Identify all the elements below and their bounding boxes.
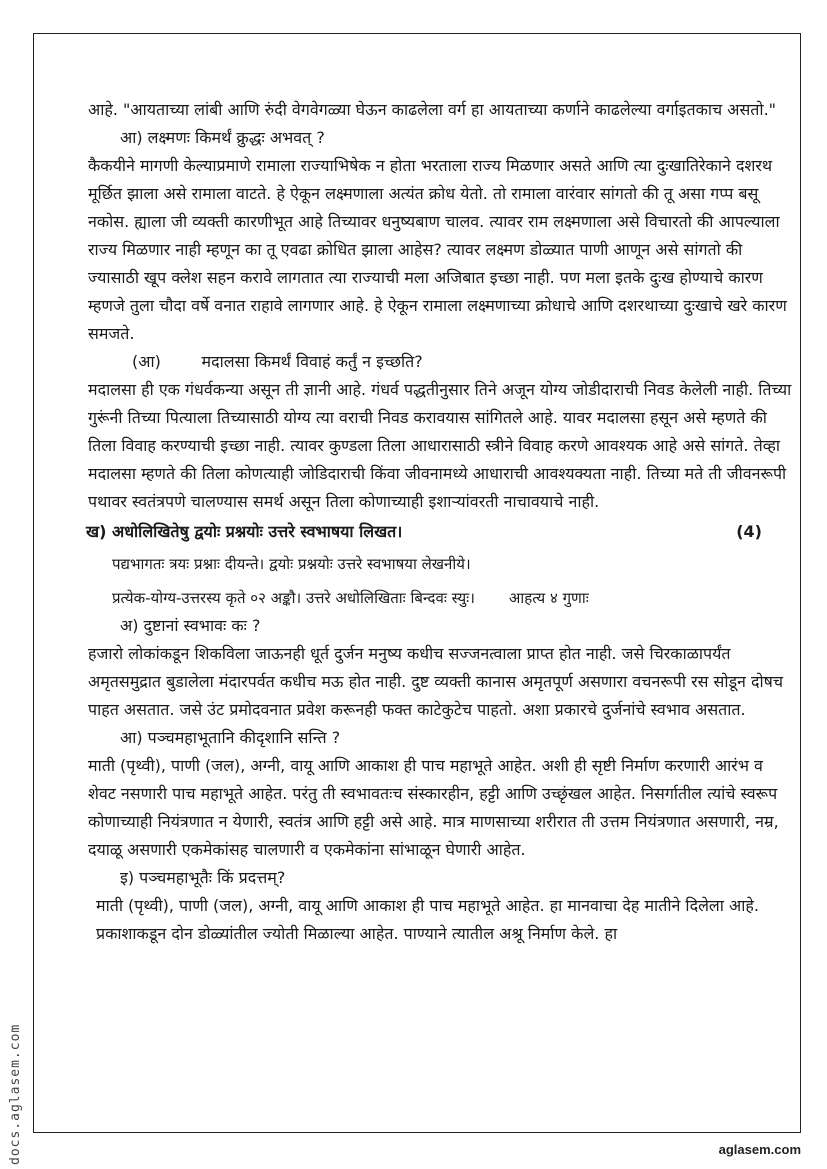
document-body bbox=[88, 96, 794, 948]
question-label bbox=[88, 348, 794, 376]
answer-paragraph: माती (पृथ्वी), पाणी (जल), अग्नी, वायू आणि आकाश ही पाच महाभूते आहेत. हा मानवाचा देह मातीने दिलेला आहे. प्रकाशाकडून दोन डोळ्यांतील ज्योती मिळाल्या आहेत. पाण्याने त्यातील अश्रू निर्माण केले. हा bbox=[96, 896, 759, 943]
question-text: अ) दुष्टानां स्वभावः कः ? bbox=[120, 616, 261, 635]
instruction-text: प्रत्येक-योग्य-उत्तरस्य कृते ०२ अङ्कौ। उत्तरे अधोलिखिताः बिन्दवः स्युः। bbox=[112, 589, 475, 607]
question-text: इ) पञ्चमहाभूतैः किं प्रदत्तम्? bbox=[120, 868, 286, 887]
footer-brand: aglasem.com bbox=[718, 1142, 801, 1157]
question-label bbox=[88, 124, 794, 152]
question-number: (आ) bbox=[132, 352, 161, 371]
answer-paragraph: कैकयीने मागणी केल्याप्रमाणे रामाला राज्याभिषेक न होता भरताला राज्य मिळणार असते आणि त्या दुःखातिरेकाने दशरथ मूर्छित झाला असे रामाला वाटते. हे ऐकून लक्ष्मणाला अत्यंत क्रोध येतो. तो रामाला वारंवार सांगतो की तू असा गप्प बसू नकोस. ह्याला जी व्यक्ती कारणीभूत आहे तिच्यावर धनुष्यबाण चालव. त्यावर राम लक्ष्मणाला असे विचारतो की आपल्याला राज्य मिळणार नाही म्हणून का तू एवढा क्रोधित झाला आहेस? त्यावर लक्ष्मण डोळ्यात पाणी आणून असे सांगतो की ज्यासाठी खूप क्लेश सहन करावे लागतात त्या राज्याची मला अजिबात इच्छा नाही. पण मला इतके दुःख होण्याचे कारण म्हणजे तुला चौदा वर्षे वनात राहावे लागणार आहे. हे ऐकून रामाला लक्ष्मणाच्या क्रोधाचे आणि दशरथाच्या दुःखाचे खरे कारण समजते. bbox=[88, 156, 787, 343]
question-text: मदालसा किमर्थं विवाहं कर्तुं न इच्छति? bbox=[201, 352, 423, 371]
instruction-line: पद्यभागतः त्रयः प्रश्नाः दीयन्ते। द्वयोः प्रश्नयोः उत्तरे स्वभाषया लेखनीये। bbox=[112, 555, 471, 573]
question-text: आ) लक्ष्मणः किमर्थं क्रुद्धः अभवत् ? bbox=[120, 128, 325, 147]
question-label bbox=[88, 864, 794, 892]
answer-paragraph: हजारो लोकांकडून शिकविला जाऊनही धूर्त दुर्जन मनुष्य कधीच सज्जनत्वाला प्राप्त होत नाही. जसे चिरकाळापर्यंत अमृतसमुद्रात बुडालेला मंदारपर्वत कधीच मऊ होत नाही. दुष्ट व्यक्ती कानास अमृतपूर्ण असणारा वचनरूपी रस सोडून दोषच पाहत असतात. जसे उंट प्रमोदवनात प्रवेश करूनही फक्त काटेकुटेच पाहतो. अशा प्रकारचे दुर्जनांचे स्वभाव असतात. bbox=[88, 644, 784, 719]
section-heading-text: ख) अधोलिखितेषु द्वयोः प्रश्नयोः उत्तरे स्वभाषया लिखत। bbox=[86, 522, 403, 541]
instruction-line bbox=[88, 584, 794, 612]
question-label bbox=[88, 724, 794, 752]
side-watermark: docs.aglasem.com bbox=[8, 1023, 23, 1165]
section-heading bbox=[86, 518, 794, 546]
question-text: आ) पञ्चमहाभूतानि कीदृशानि सन्ति ? bbox=[120, 728, 341, 747]
question-label bbox=[88, 612, 794, 640]
total-marks: आहत्य ४ गुणाः bbox=[508, 589, 589, 607]
answer-paragraph: मदालसा ही एक गंधर्वकन्या असून ती ज्ञानी आहे. गंधर्व पद्धतीनुसार तिने अजून योग्य जोडीदाराची निवड केलेली नाही. तिच्या गुरूंनी तिच्या पित्याला तिच्यासाठी योग्य त्या वराची निवड करावयास सांगितले आहे. यावर मदालसा हसून असे म्हणते की तिला विवाह करण्याची इच्छा नाही. त्यावर कुण्डला तिला आधारासाठी स्त्रीने विवाह करणे आवश्यक आहे असे सांगते. तेव्हा मदालसा म्हणते की तिला कोणत्याही जोडिदाराची किंवा जीवनामध्ये आधाराची आवश्यक्यता नाही. तिच्या मते ती जीवनरूपी पथावर स्वतंत्रपणे चालण्यास समर्थ असून तिला कोणाच्याही इशाऱ्यांवरती नाचावयाचे नाही. bbox=[88, 380, 792, 511]
answer-paragraph: माती (पृथ्वी), पाणी (जल), अग्नी, वायू आणि आकाश ही पाच महाभूते आहेत. अशी ही सृष्टी निर्माण करणारी आरंभ व शेवट नसणारी पाच महाभूते आहेत. परंतु ती स्वभावतःच संस्कारहीन, हट्टी आणि उच्छृंखल आहेत. निसर्गातील त्यांचे स्वरूप कोणाच्याही नियंत्रणात न येणारी, स्वतंत्र आणि हट्टी असे आहे. मात्र माणसाच्या शरीरात ती उत्तम नियंत्रणात असणारी, नम्र, दयाळू असणारी एकमेकांसह चालणारी व एकमेकांना सांभाळून घेणारी आहेत. bbox=[88, 756, 779, 859]
section-marks: (4) bbox=[736, 522, 762, 541]
answer-paragraph: आहे. "आयताच्या लांबी आणि रुंदी वेगवेगळ्या घेऊन काढलेला वर्ग हा आयताच्या कर्णाने काढलेल्या वर्गाइतकाच असतो." bbox=[88, 100, 777, 119]
